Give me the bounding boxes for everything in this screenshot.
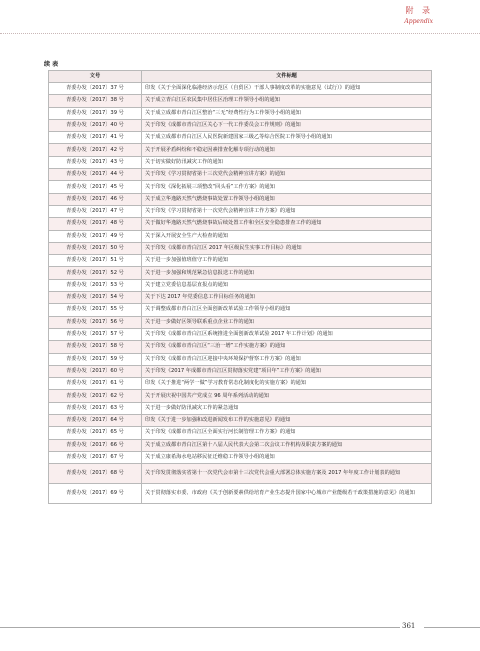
doc-number-cell: 青委办发〔2017〕54 号: [49, 292, 142, 304]
doc-title-cell: 关于印发《学习贯彻省第十三次党代会精神宣讲方案》的通知: [142, 169, 432, 181]
document-index-table: [48, 70, 432, 504]
doc-title-cell: 关于进一步做好防汛减灾工作的紧急通知: [142, 402, 432, 414]
table-row: [49, 390, 432, 402]
doc-number-cell: 青委办发〔2017〕41 号: [49, 132, 142, 144]
doc-number-cell: 青委办发〔2017〕68 号: [49, 464, 142, 484]
doc-number-cell: 青委办发〔2017〕42 号: [49, 144, 142, 156]
table-row: [49, 451, 432, 463]
doc-title-cell: 关于开展矛盾纠纷和不稳定因素排查化解专项行动的通知: [142, 144, 432, 156]
table-row: [49, 279, 432, 291]
appendix-title-en: Appendix: [404, 18, 433, 25]
doc-title-cell: 关于成立华逸路天然气燃烧事故处置工作领导小组的通知: [142, 193, 432, 205]
table-row: [49, 230, 432, 242]
table-row: [49, 119, 432, 131]
doc-title-cell: 关于印发《成都市青白江区全面实行河长制管理工作方案》的通知: [142, 427, 432, 439]
table-row: [49, 156, 432, 168]
table-row: [49, 255, 432, 267]
table-row: [49, 95, 432, 107]
doc-number-cell: 青委办发〔2017〕39 号: [49, 107, 142, 119]
doc-number-cell: 青委办发〔2017〕57 号: [49, 328, 142, 340]
doc-number-cell: 青委办发〔2017〕69 号: [49, 484, 142, 504]
table-row: [49, 169, 432, 181]
table-row: [49, 484, 432, 504]
table-row: [49, 83, 432, 95]
doc-number-cell: 青委办发〔2017〕58 号: [49, 341, 142, 353]
table-row: [49, 218, 432, 230]
doc-number-cell: 青委办发〔2017〕64 号: [49, 415, 142, 427]
table-row: [49, 328, 432, 340]
table-row: [49, 415, 432, 427]
doc-title-cell: 关于印发《成都市青白江区“三治一增”工作实施方案》的通知: [142, 341, 432, 353]
doc-number-cell: 青委办发〔2017〕50 号: [49, 242, 142, 254]
doc-number-cell: 青委办发〔2017〕47 号: [49, 205, 142, 217]
doc-number-cell: 青委办发〔2017〕37 号: [49, 83, 142, 95]
doc-number-cell: 青委办发〔2017〕66 号: [49, 439, 142, 451]
table-row: [49, 464, 432, 484]
doc-title-cell: 印发《关于进一步加强和改进新闻发布工作的实施意见》的通知: [142, 415, 432, 427]
doc-number-cell: 青委办发〔2017〕65 号: [49, 427, 142, 439]
table-header-row: [49, 71, 432, 83]
doc-number-cell: 青委办发〔2017〕63 号: [49, 402, 142, 414]
doc-title-cell: 关于印发《成都市青白江区 2017 年区级民生实事工作目标》的通知: [142, 242, 432, 254]
doc-title-cell: 关于下达 2017 年党委信息工作目标任务的通知: [142, 292, 432, 304]
doc-number-cell: 青委办发〔2017〕43 号: [49, 156, 142, 168]
table-row: [49, 193, 432, 205]
doc-number-cell: 青委办发〔2017〕40 号: [49, 119, 142, 131]
table-row: [49, 181, 432, 193]
doc-number-cell: 青委办发〔2017〕55 号: [49, 304, 142, 316]
table-row: [49, 267, 432, 279]
doc-title-cell: 关于成立成都市青白江区第十八届人民代表大会第二次会议工作机构及职责方案的通知: [142, 439, 432, 451]
doc-title-cell: 关于印发《成都市青白江区关心下一代工作委员会工作规则》的通知: [142, 119, 432, 131]
table-row: [49, 341, 432, 353]
table-row: [49, 316, 432, 328]
table-row: [49, 132, 432, 144]
doc-title-cell: 关于贯彻落实市委、市政府《关于创新要素供给培育产业生态提升国家中心城市产业能级若干政策措施的意见》的通知: [142, 484, 432, 504]
table-row: [49, 304, 432, 316]
doc-number-cell: 青委办发〔2017〕51 号: [49, 255, 142, 267]
doc-title-cell: 关于印发贯彻落实省第十一次党代会市第十三次党代会重大部署总体实施方案及 2017 年年度工作计划表的通知: [142, 464, 432, 484]
doc-title-cell: 关于深入开展安全生产大检查的通知: [142, 230, 432, 242]
table-row: [49, 439, 432, 451]
doc-number-cell: 青委办发〔2017〕44 号: [49, 169, 142, 181]
table-row: [49, 402, 432, 414]
doc-number-cell: 青委办发〔2017〕62 号: [49, 390, 142, 402]
doc-title-cell: 关于印发《成都市青白江区迎接中央环境保护督察工作方案》的通知: [142, 353, 432, 365]
table-body: [49, 83, 432, 504]
doc-number-cell: 青委办发〔2017〕60 号: [49, 365, 142, 377]
table-row: [49, 144, 432, 156]
doc-title-cell: 关于进一步加强和规范紧急信息报送工作的通知: [142, 267, 432, 279]
doc-number-cell: 青委办发〔2017〕46 号: [49, 193, 142, 205]
column-header-doc-number: 文号: [49, 71, 142, 83]
doc-title-cell: 关于进一步做好区领导联系重点企业工作的通知: [142, 316, 432, 328]
doc-number-cell: 青委办发〔2017〕52 号: [49, 267, 142, 279]
doc-title-cell: 关于印发《学习贯彻省第十一次党代会精神宣讲工作方案》的通知: [142, 205, 432, 217]
doc-title-cell: 印发《关于全面深化临港经济示范区（自贸区）干部人事制度改革的实施意见（试行）》的通知: [142, 83, 432, 95]
doc-title-cell: 关于印发《深化拓展三项整改“回头看”工作方案》的通知: [142, 181, 432, 193]
doc-title-cell: 关于切实做好防汛减灾工作的通知: [142, 156, 432, 168]
continued-label: 续 表: [44, 61, 59, 68]
doc-number-cell: 青委办发〔2017〕67 号: [49, 451, 142, 463]
doc-number-cell: 青委办发〔2017〕49 号: [49, 230, 142, 242]
table-row: [49, 242, 432, 254]
table-row: [49, 107, 432, 119]
appendix-title-cn: 附 录: [405, 6, 433, 15]
doc-number-cell: 青委办发〔2017〕59 号: [49, 353, 142, 365]
doc-title-cell: 关于进一步加强值班值守工作的通知: [142, 255, 432, 267]
doc-title-cell: 印发《关于推进“两学一做”学习教育常态化制度化的实施方案》的通知: [142, 378, 432, 390]
table-row: [49, 353, 432, 365]
table-row: [49, 205, 432, 217]
doc-number-cell: 青委办发〔2017〕38 号: [49, 95, 142, 107]
doc-number-cell: 青委办发〔2017〕53 号: [49, 279, 142, 291]
footer-rule-tail: [424, 627, 480, 628]
table-row: [49, 378, 432, 390]
doc-title-cell: 关于成立成都市青白江区整治“三无”经费性行为工作领导小组的通知: [142, 107, 432, 119]
doc-number-cell: 青委办发〔2017〕45 号: [49, 181, 142, 193]
doc-title-cell: 关于成立青白江区农民集中居住区治理工作领导小组的通知: [142, 95, 432, 107]
doc-title-cell: 关于开展庆祝中国共产党成立 96 周年系列活动的通知: [142, 390, 432, 402]
table-row: [49, 365, 432, 377]
doc-number-cell: 青委办发〔2017〕56 号: [49, 316, 142, 328]
doc-title-cell: 关于成立康希海水电站移民征迁维稳工作领导小组的通知: [142, 451, 432, 463]
footer-rule: [0, 627, 400, 628]
doc-number-cell: 青委办发〔2017〕48 号: [49, 218, 142, 230]
doc-title-cell: 关于建立党委信息基层直报点的通知: [142, 279, 432, 291]
table-row: [49, 292, 432, 304]
page-number: 361: [402, 622, 416, 630]
column-header-doc-title: 文件标题: [142, 71, 432, 83]
table-row: [49, 427, 432, 439]
doc-title-cell: 关于做好华逸路天然气燃烧事故后续处置工作和全区安全隐患排查工作的通知: [142, 218, 432, 230]
doc-title-cell: 关于印发《2017 年成都市青白江区贯彻落实党建“项目年”工作方案》的通知: [142, 365, 432, 377]
doc-title-cell: 关于印发《成都市青白江区系统推进全面创新改革试验 2017 年工作计划》的通知: [142, 328, 432, 340]
header-divider: [0, 33, 480, 34]
doc-title-cell: 关于成立成都市青白江区人民医院新建国家三级乙等综合医院工作领导小组的通知: [142, 132, 432, 144]
doc-title-cell: 关于调整成都市青白江区全面创新改革试验工作领导小组的通知: [142, 304, 432, 316]
doc-number-cell: 青委办发〔2017〕61 号: [49, 378, 142, 390]
